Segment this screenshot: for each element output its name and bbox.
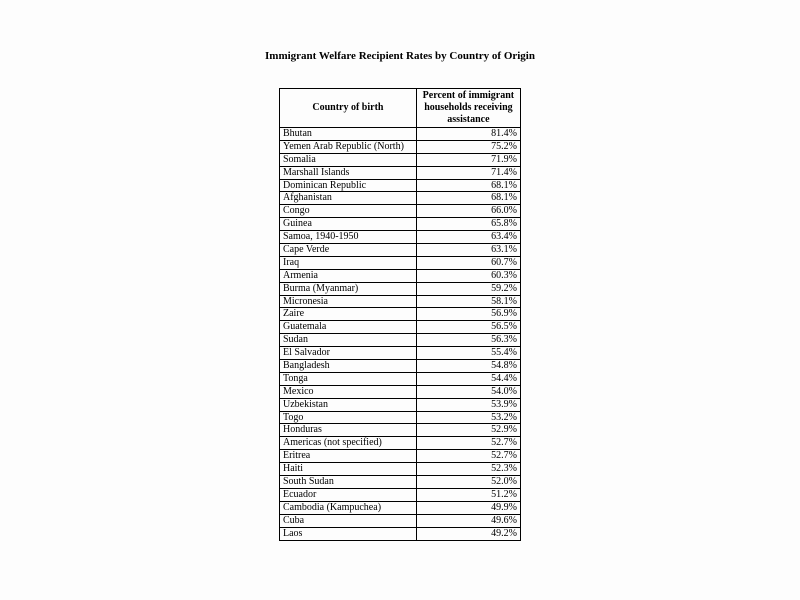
percent-cell: 56.5% xyxy=(416,321,520,334)
country-cell: Dominican Republic xyxy=(280,179,417,192)
percent-cell: 49.2% xyxy=(416,527,520,540)
country-cell: Zaire xyxy=(280,308,417,321)
country-cell: Guinea xyxy=(280,218,417,231)
country-cell: Uzbekistan xyxy=(280,398,417,411)
percent-cell: 49.6% xyxy=(416,514,520,527)
column-header-percent: Percent of immigrant households receiving assistance xyxy=(416,89,520,128)
table-row xyxy=(280,437,521,450)
page-title: Immigrant Welfare Recipient Rates by Country of Origin xyxy=(265,50,535,62)
country-cell: Mexico xyxy=(280,385,417,398)
percent-cell: 56.9% xyxy=(416,308,520,321)
percent-cell: 53.2% xyxy=(416,411,520,424)
country-cell: Yemen Arab Republic (North) xyxy=(280,140,417,153)
percent-cell: 52.7% xyxy=(416,450,520,463)
table-row xyxy=(280,231,521,244)
table-row xyxy=(280,179,521,192)
percent-cell: 60.7% xyxy=(416,256,520,269)
country-cell: Cape Verde xyxy=(280,244,417,257)
country-cell: Armenia xyxy=(280,269,417,282)
table-row xyxy=(280,218,521,231)
percent-cell: 52.7% xyxy=(416,437,520,450)
percent-cell: 54.0% xyxy=(416,385,520,398)
percent-cell: 71.9% xyxy=(416,153,520,166)
country-cell: Americas (not specified) xyxy=(280,437,417,450)
table-row xyxy=(280,205,521,218)
percent-cell: 58.1% xyxy=(416,295,520,308)
table-row xyxy=(280,360,521,373)
table-header-row xyxy=(280,89,521,128)
percent-cell: 66.0% xyxy=(416,205,520,218)
table-row xyxy=(280,153,521,166)
table-row xyxy=(280,244,521,257)
table-row xyxy=(280,424,521,437)
table-row xyxy=(280,166,521,179)
table-row xyxy=(280,398,521,411)
percent-cell: 81.4% xyxy=(416,128,520,141)
country-cell: Samoa, 1940-1950 xyxy=(280,231,417,244)
country-cell: Ecuador xyxy=(280,488,417,501)
country-cell: Tonga xyxy=(280,372,417,385)
percent-cell: 60.3% xyxy=(416,269,520,282)
table-body xyxy=(280,128,521,541)
column-header-country: Country of birth xyxy=(280,89,417,128)
country-cell: Sudan xyxy=(280,334,417,347)
table-row xyxy=(280,450,521,463)
country-cell: Togo xyxy=(280,411,417,424)
table-row xyxy=(280,527,521,540)
country-cell: Burma (Myanmar) xyxy=(280,282,417,295)
table-row xyxy=(280,476,521,489)
percent-cell: 68.1% xyxy=(416,192,520,205)
country-cell: South Sudan xyxy=(280,476,417,489)
table-row xyxy=(280,128,521,141)
country-cell: Congo xyxy=(280,205,417,218)
percent-cell: 63.1% xyxy=(416,244,520,257)
percent-cell: 54.8% xyxy=(416,360,520,373)
table-row xyxy=(280,295,521,308)
percent-cell: 59.2% xyxy=(416,282,520,295)
percent-cell: 52.0% xyxy=(416,476,520,489)
table-row xyxy=(280,463,521,476)
percent-cell: 51.2% xyxy=(416,488,520,501)
country-cell: Haiti xyxy=(280,463,417,476)
table-row xyxy=(280,385,521,398)
table-row xyxy=(280,321,521,334)
percent-cell: 53.9% xyxy=(416,398,520,411)
table-row xyxy=(280,372,521,385)
percent-cell: 65.8% xyxy=(416,218,520,231)
table-row xyxy=(280,334,521,347)
percent-cell: 52.3% xyxy=(416,463,520,476)
country-cell: Marshall Islands xyxy=(280,166,417,179)
table-row xyxy=(280,256,521,269)
table-row xyxy=(280,411,521,424)
table-row xyxy=(280,192,521,205)
country-cell: Honduras xyxy=(280,424,417,437)
percent-cell: 55.4% xyxy=(416,347,520,360)
table-row xyxy=(280,269,521,282)
table-row xyxy=(280,282,521,295)
country-cell: Bangladesh xyxy=(280,360,417,373)
country-cell: Cambodia (Kampuchea) xyxy=(280,501,417,514)
country-cell: Eritrea xyxy=(280,450,417,463)
country-cell: Afghanistan xyxy=(280,192,417,205)
percent-cell: 49.9% xyxy=(416,501,520,514)
percent-cell: 63.4% xyxy=(416,231,520,244)
country-cell: El Salvador xyxy=(280,347,417,360)
country-cell: Cuba xyxy=(280,514,417,527)
welfare-table xyxy=(279,88,521,541)
percent-cell: 71.4% xyxy=(416,166,520,179)
country-cell: Iraq xyxy=(280,256,417,269)
country-cell: Laos xyxy=(280,527,417,540)
table-row xyxy=(280,347,521,360)
percent-cell: 56.3% xyxy=(416,334,520,347)
percent-cell: 54.4% xyxy=(416,372,520,385)
table-row xyxy=(280,308,521,321)
country-cell: Somalia xyxy=(280,153,417,166)
country-cell: Guatemala xyxy=(280,321,417,334)
table-row xyxy=(280,488,521,501)
table-row xyxy=(280,514,521,527)
country-cell: Bhutan xyxy=(280,128,417,141)
country-cell: Micronesia xyxy=(280,295,417,308)
percent-cell: 52.9% xyxy=(416,424,520,437)
table-row xyxy=(280,140,521,153)
percent-cell: 68.1% xyxy=(416,179,520,192)
percent-cell: 75.2% xyxy=(416,140,520,153)
table-row xyxy=(280,501,521,514)
